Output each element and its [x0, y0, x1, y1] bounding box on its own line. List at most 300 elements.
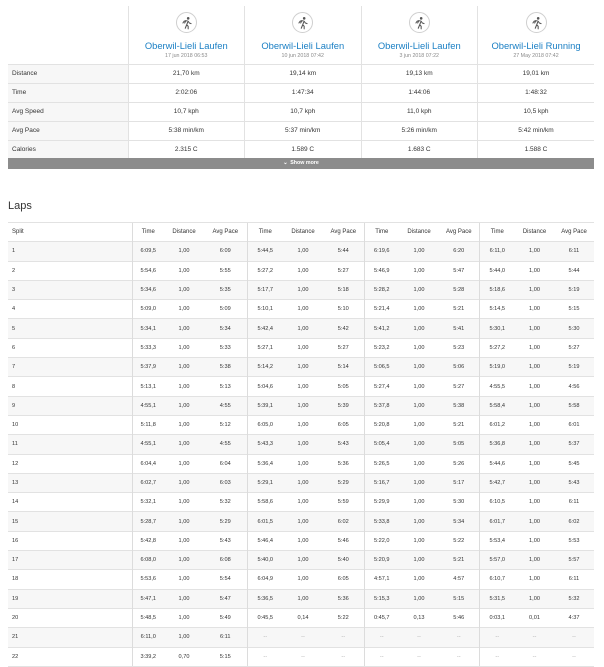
laps-column-header: Distance	[399, 223, 439, 242]
lap-cell: 5:33	[204, 338, 247, 357]
activity-header	[128, 6, 245, 64]
lap-cell: 5:29,9	[364, 493, 399, 512]
lap-cell: 0,14	[283, 608, 323, 627]
comparison-row	[8, 102, 594, 121]
lap-cell: 6:11	[554, 570, 594, 589]
lap-cell: 6:10,5	[479, 493, 515, 512]
lap-cell: 5:41,2	[364, 319, 399, 338]
metric-value: 1.683 C	[361, 140, 478, 159]
lap-cell: 5:39	[323, 396, 364, 415]
laps-column-header: Time	[364, 223, 399, 242]
lap-cell: 4:57	[439, 570, 479, 589]
lap-cell: 6:19,6	[364, 242, 399, 261]
lap-cell: 5:32	[204, 493, 247, 512]
lap-cell: 5:46	[323, 531, 364, 550]
lap-cell: 6:08,0	[132, 551, 164, 570]
lap-cell: 6:02,7	[132, 473, 164, 492]
lap-cell: 6:02	[323, 512, 364, 531]
lap-cell: 5:19	[554, 280, 594, 299]
lap-cell: --	[554, 628, 594, 647]
lap-cell: 1,00	[399, 358, 439, 377]
comparison-row	[8, 140, 594, 159]
lap-cell: 1,00	[164, 551, 204, 570]
lap-cell: 5:28	[439, 280, 479, 299]
lap-row	[8, 570, 594, 589]
lap-cell: 6:05	[323, 570, 364, 589]
metric-value: 19,14 km	[245, 64, 362, 83]
lap-cell: 1,00	[164, 589, 204, 608]
lap-cell: 1,00	[283, 570, 323, 589]
lap-cell: 5:22	[439, 531, 479, 550]
lap-cell: 5:36,5	[247, 589, 283, 608]
lap-cell: 1,00	[164, 300, 204, 319]
lap-cell: --	[364, 628, 399, 647]
metric-value: 10,5 kph	[478, 102, 595, 121]
lap-cell: 5:49	[204, 608, 247, 627]
lap-cell: 1,00	[283, 280, 323, 299]
comparison-row	[8, 121, 594, 140]
activity-name-link[interactable]: Oberwil-Lieli Laufen	[144, 40, 228, 51]
lap-cell: 6:04,9	[247, 570, 283, 589]
lap-cell: --	[323, 628, 364, 647]
lap-cell: 1,00	[399, 493, 439, 512]
metric-value: 10,7 kph	[245, 102, 362, 121]
lap-cell: 5:45	[554, 454, 594, 473]
lap-cell: 1,00	[283, 358, 323, 377]
header-corner-cell	[8, 6, 128, 64]
lap-cell: 1,00	[399, 319, 439, 338]
lap-cell: 1,00	[399, 415, 439, 434]
lap-cell: 4:55,1	[132, 396, 164, 415]
lap-cell: 5:38	[439, 396, 479, 415]
lap-cell: --	[364, 647, 399, 666]
laps-column-header: Distance	[164, 223, 204, 242]
lap-cell: 5:06	[439, 358, 479, 377]
lap-cell: 5:58	[554, 396, 594, 415]
lap-cell: 1,00	[399, 261, 439, 280]
lap-cell: 1,00	[515, 454, 554, 473]
split-header: Split	[8, 223, 132, 242]
laps-column-header: Time	[247, 223, 283, 242]
lap-row	[8, 396, 594, 415]
lap-row	[8, 608, 594, 627]
lap-cell: 5:13,1	[132, 377, 164, 396]
lap-cell: 5:34,6	[132, 280, 164, 299]
lap-cell: --	[515, 628, 554, 647]
laps-column-header: Avg Pace	[323, 223, 364, 242]
lap-split-number: 1	[8, 242, 132, 261]
lap-cell: 5:38	[204, 358, 247, 377]
lap-cell: 1,00	[515, 589, 554, 608]
lap-cell: 1,00	[515, 280, 554, 299]
metric-label: Avg Pace	[8, 121, 128, 140]
laps-column-header: Avg Pace	[439, 223, 479, 242]
lap-cell: 1,00	[399, 435, 439, 454]
lap-row	[8, 319, 594, 338]
lap-row	[8, 551, 594, 570]
running-person-icon	[526, 12, 547, 33]
lap-cell: 5:36	[323, 454, 364, 473]
lap-cell: 5:44,0	[479, 261, 515, 280]
lap-cell: 5:30	[554, 319, 594, 338]
activity-name-link[interactable]: Oberwil-Lieli Laufen	[377, 40, 461, 51]
lap-cell: 6:11	[554, 242, 594, 261]
lap-cell: --	[399, 628, 439, 647]
lap-cell: 1,00	[399, 473, 439, 492]
lap-cell: 5:14,2	[247, 358, 283, 377]
lap-cell: --	[479, 628, 515, 647]
lap-cell: 1,00	[164, 493, 204, 512]
lap-cell: 5:27	[554, 338, 594, 357]
lap-cell: 6:05,0	[247, 415, 283, 434]
lap-cell: 5:27,4	[364, 377, 399, 396]
lap-cell: 1,00	[515, 415, 554, 434]
lap-cell: 5:53	[554, 531, 594, 550]
lap-cell: 5:04,6	[247, 377, 283, 396]
lap-cell: 1,00	[164, 415, 204, 434]
lap-cell: 1,00	[283, 512, 323, 531]
lap-cell: 6:08	[204, 551, 247, 570]
lap-cell: 5:29	[323, 473, 364, 492]
chevron-down-icon: ⌄	[283, 160, 288, 166]
comparison-row	[8, 83, 594, 102]
lap-cell: 1,00	[515, 261, 554, 280]
lap-cell: 5:11,8	[132, 415, 164, 434]
lap-cell: 5:47	[204, 589, 247, 608]
lap-row	[8, 435, 594, 454]
lap-cell: 1,00	[283, 377, 323, 396]
lap-cell: 5:43	[554, 473, 594, 492]
lap-cell: 1,00	[515, 512, 554, 531]
lap-cell: 5:21	[439, 300, 479, 319]
metric-value: 2.315 C	[128, 140, 245, 159]
laps-column-header: Time	[132, 223, 164, 242]
lap-cell: 6:10,7	[479, 570, 515, 589]
lap-cell: 5:43	[323, 435, 364, 454]
lap-split-number: 15	[8, 512, 132, 531]
metric-value: 1:48:32	[478, 83, 595, 102]
lap-cell: 5:55	[204, 261, 247, 280]
lap-cell: 5:27,1	[247, 338, 283, 357]
lap-cell: --	[247, 628, 283, 647]
lap-cell: 5:33,8	[364, 512, 399, 531]
lap-cell: 1,00	[399, 242, 439, 261]
lap-cell: 1,00	[399, 570, 439, 589]
lap-cell: 5:28,7	[132, 512, 164, 531]
lap-cell: --	[283, 647, 323, 666]
lap-cell: 0,13	[399, 608, 439, 627]
lap-cell: 5:36	[323, 589, 364, 608]
metric-value: 11,0 kph	[361, 102, 478, 121]
lap-cell: 5:21,4	[364, 300, 399, 319]
lap-cell: 5:15,3	[364, 589, 399, 608]
lap-cell: 5:05,4	[364, 435, 399, 454]
lap-cell: --	[323, 647, 364, 666]
lap-cell: 5:23	[439, 338, 479, 357]
lap-cell: 4:55,5	[479, 377, 515, 396]
lap-split-number: 6	[8, 338, 132, 357]
lap-cell: 5:16,7	[364, 473, 399, 492]
metric-value: 5:42 min/km	[478, 121, 595, 140]
lap-cell: 1,00	[515, 396, 554, 415]
lap-cell: 5:54	[204, 570, 247, 589]
lap-cell: 5:18	[323, 280, 364, 299]
lap-row	[8, 377, 594, 396]
activity-date: 10 jun 2018 07:42	[281, 53, 324, 59]
lap-cell: 1,00	[283, 300, 323, 319]
lap-cell: 6:04	[204, 454, 247, 473]
lap-cell: 1,00	[283, 493, 323, 512]
activity-header	[245, 6, 362, 64]
laps-column-header: Distance	[283, 223, 323, 242]
lap-cell: 5:36,4	[247, 454, 283, 473]
lap-row	[8, 280, 594, 299]
lap-cell: 6:20	[439, 242, 479, 261]
lap-cell: 6:01	[554, 415, 594, 434]
lap-row	[8, 589, 594, 608]
lap-cell: 5:57	[554, 551, 594, 570]
lap-row	[8, 512, 594, 531]
lap-cell: 1,00	[515, 493, 554, 512]
activity-name-link[interactable]: Oberwil-Lieli Running	[491, 40, 581, 51]
lap-cell: --	[515, 647, 554, 666]
lap-row	[8, 473, 594, 492]
lap-split-number: 5	[8, 319, 132, 338]
lap-cell: 1,00	[164, 473, 204, 492]
lap-cell: --	[399, 647, 439, 666]
lap-cell: 1,00	[399, 377, 439, 396]
lap-cell: 1,00	[283, 531, 323, 550]
lap-cell: 5:30,1	[479, 319, 515, 338]
lap-cell: 1,00	[399, 589, 439, 608]
lap-cell: 5:41	[439, 319, 479, 338]
lap-cell: 6:01,2	[479, 415, 515, 434]
lap-cell: 5:29,1	[247, 473, 283, 492]
lap-cell: 1,00	[515, 358, 554, 377]
lap-cell: 0:03,1	[479, 608, 515, 627]
lap-cell: 1,00	[515, 570, 554, 589]
lap-cell: 6:03	[204, 473, 247, 492]
lap-cell: 0,70	[164, 647, 204, 666]
lap-cell: 5:53,6	[132, 570, 164, 589]
lap-cell: 5:42,7	[479, 473, 515, 492]
lap-cell: 6:01,7	[479, 512, 515, 531]
lap-cell: 1,00	[164, 396, 204, 415]
lap-cell: 5:19	[554, 358, 594, 377]
laps-column-header: Avg Pace	[204, 223, 247, 242]
lap-cell: 5:48,5	[132, 608, 164, 627]
lap-cell: 1,00	[399, 338, 439, 357]
lap-cell: 5:19,0	[479, 358, 515, 377]
lap-cell: 5:44	[323, 242, 364, 261]
lap-cell: 0:45,5	[247, 608, 283, 627]
activity-comparison-table	[8, 6, 594, 160]
lap-cell: 1,00	[283, 589, 323, 608]
lap-split-number: 3	[8, 280, 132, 299]
lap-cell: 5:34,1	[132, 319, 164, 338]
lap-cell: 0:45,7	[364, 608, 399, 627]
lap-cell: 1,00	[515, 551, 554, 570]
lap-cell: --	[554, 647, 594, 666]
lap-cell: 5:21	[439, 415, 479, 434]
lap-cell: 1,00	[164, 377, 204, 396]
lap-cell: 5:58,6	[247, 493, 283, 512]
lap-cell: 5:46,9	[364, 261, 399, 280]
lap-cell: --	[439, 628, 479, 647]
lap-row	[8, 300, 594, 319]
lap-cell: 1,00	[283, 338, 323, 357]
lap-split-number: 11	[8, 435, 132, 454]
lap-cell: 5:22	[323, 608, 364, 627]
lap-cell: 5:44,5	[247, 242, 283, 261]
lap-cell: 1,00	[164, 242, 204, 261]
show-more-label: Show more	[290, 160, 319, 166]
lap-cell: 5:17	[439, 473, 479, 492]
metric-value: 1:47:34	[245, 83, 362, 102]
lap-row	[8, 493, 594, 512]
lap-cell: 5:42,8	[132, 531, 164, 550]
lap-cell: 1,00	[283, 473, 323, 492]
lap-cell: 5:54,6	[132, 261, 164, 280]
lap-cell: 5:37,8	[364, 396, 399, 415]
lap-split-number: 9	[8, 396, 132, 415]
lap-cell: 1,00	[515, 338, 554, 357]
lap-split-number: 4	[8, 300, 132, 319]
lap-cell: 5:06,5	[364, 358, 399, 377]
lap-row	[8, 338, 594, 357]
lap-cell: 1,00	[164, 338, 204, 357]
lap-cell: 1,00	[283, 454, 323, 473]
lap-cell: 5:14,5	[479, 300, 515, 319]
lap-cell: 1,00	[283, 435, 323, 454]
lap-cell: 5:21	[439, 551, 479, 570]
lap-cell: 6:04,4	[132, 454, 164, 473]
lap-cell: 5:20,8	[364, 415, 399, 434]
lap-split-number: 10	[8, 415, 132, 434]
lap-cell: 1,00	[399, 512, 439, 531]
lap-cell: 5:27	[323, 261, 364, 280]
lap-cell: 1,00	[515, 377, 554, 396]
laps-table	[8, 222, 594, 667]
activity-date: 17 jun 2018 06:53	[165, 53, 208, 59]
lap-cell: 1,00	[283, 242, 323, 261]
lap-cell: 5:40	[323, 551, 364, 570]
lap-cell: 4:56	[554, 377, 594, 396]
metric-value: 21,70 km	[128, 64, 245, 83]
lap-cell: 1,00	[164, 512, 204, 531]
lap-cell: 1,00	[515, 319, 554, 338]
lap-cell: 5:18,6	[479, 280, 515, 299]
lap-row	[8, 261, 594, 280]
lap-cell: 5:20,9	[364, 551, 399, 570]
lap-cell: 1,00	[399, 454, 439, 473]
lap-cell: 6:02	[554, 512, 594, 531]
lap-cell: 5:44	[554, 261, 594, 280]
metric-value: 5:37 min/km	[245, 121, 362, 140]
lap-row	[8, 242, 594, 261]
show-more-button[interactable]	[8, 158, 594, 169]
lap-cell: 5:13	[204, 377, 247, 396]
lap-cell: 5:10,1	[247, 300, 283, 319]
laps-column-header: Time	[479, 223, 515, 242]
lap-cell: 5:27	[323, 338, 364, 357]
lap-cell: 1,00	[515, 531, 554, 550]
lap-cell: 5:37,9	[132, 358, 164, 377]
lap-cell: --	[283, 628, 323, 647]
lap-split-number: 2	[8, 261, 132, 280]
lap-cell: 1,00	[283, 261, 323, 280]
activity-date: 27 May 2018 07:42	[513, 53, 559, 59]
lap-split-number: 14	[8, 493, 132, 512]
lap-cell: 1,00	[283, 396, 323, 415]
lap-cell: 5:33,3	[132, 338, 164, 357]
lap-cell: 5:22,0	[364, 531, 399, 550]
lap-cell: 6:11	[204, 628, 247, 647]
lap-cell: 4:55	[204, 435, 247, 454]
lap-cell: 5:43	[204, 531, 247, 550]
lap-cell: 5:42,4	[247, 319, 283, 338]
lap-cell: 5:15	[554, 300, 594, 319]
lap-cell: 6:01,5	[247, 512, 283, 531]
lap-cell: 5:14	[323, 358, 364, 377]
lap-cell: --	[247, 647, 283, 666]
activity-header	[361, 6, 478, 64]
lap-cell: 5:17,7	[247, 280, 283, 299]
lap-split-number: 13	[8, 473, 132, 492]
lap-cell: 1,00	[164, 454, 204, 473]
metric-value: 1:44:06	[361, 83, 478, 102]
laps-header-row	[8, 223, 594, 242]
lap-cell: 1,00	[283, 415, 323, 434]
lap-cell: 5:26,5	[364, 454, 399, 473]
lap-cell: 6:11,0	[479, 242, 515, 261]
lap-cell: 5:09	[204, 300, 247, 319]
lap-cell: 5:27,2	[247, 261, 283, 280]
lap-cell: 1,00	[515, 473, 554, 492]
lap-cell: 1,00	[515, 435, 554, 454]
metric-value: 19,13 km	[361, 64, 478, 83]
lap-row	[8, 415, 594, 434]
activity-header-row	[8, 6, 594, 64]
lap-cell: 6:11	[554, 493, 594, 512]
laps-column-header: Distance	[515, 223, 554, 242]
lap-cell: 5:15	[204, 647, 247, 666]
lap-split-number: 21	[8, 628, 132, 647]
lap-split-number: 18	[8, 570, 132, 589]
metric-value: 5:38 min/km	[128, 121, 245, 140]
activity-name-link[interactable]: Oberwil-Lieli Laufen	[261, 40, 345, 51]
lap-cell: 5:26	[439, 454, 479, 473]
lap-cell: 1,00	[164, 570, 204, 589]
lap-cell: 5:59	[323, 493, 364, 512]
metric-label: Calories	[8, 140, 128, 159]
lap-split-number: 12	[8, 454, 132, 473]
lap-cell: 4:55	[204, 396, 247, 415]
lap-cell: 5:28,2	[364, 280, 399, 299]
lap-cell: 5:30	[439, 493, 479, 512]
lap-row	[8, 531, 594, 550]
lap-cell: 5:57,0	[479, 551, 515, 570]
lap-cell: 5:29	[204, 512, 247, 531]
lap-cell: 5:35	[204, 280, 247, 299]
lap-cell: 5:47	[439, 261, 479, 280]
lap-cell: 1,00	[164, 435, 204, 454]
lap-cell: 4:57,1	[364, 570, 399, 589]
lap-cell: 5:12	[204, 415, 247, 434]
metric-value: 19,01 km	[478, 64, 595, 83]
lap-cell: 1,00	[164, 531, 204, 550]
lap-cell: 5:27	[439, 377, 479, 396]
